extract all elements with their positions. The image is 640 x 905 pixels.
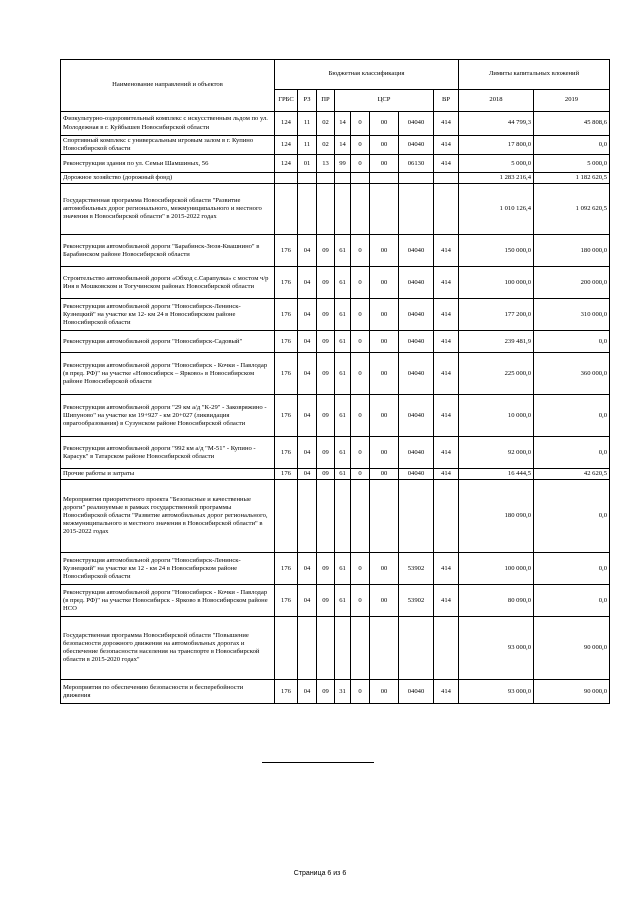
cell-pr: 02 (317, 112, 335, 136)
cell-vr: 414 (434, 437, 459, 469)
cell-vr: 414 (434, 112, 459, 136)
cell-csr-1: 99 (335, 155, 351, 173)
cell-csr-2: 0 (351, 299, 370, 331)
cell-csr-4 (399, 617, 434, 680)
cell-2019: 42 620,5 (534, 469, 610, 480)
cell-csr-3 (370, 480, 399, 553)
cell-csr-4: 04040 (399, 235, 434, 267)
cell-csr-3 (370, 184, 399, 235)
cell-csr-1 (335, 480, 351, 553)
cell-2018: 180 090,0 (459, 480, 534, 553)
cell-rz: 11 (298, 112, 317, 136)
cell-2018: 10 000,0 (459, 395, 534, 437)
cell-2019: 1 182 620,5 (534, 173, 610, 184)
cell-grbs (275, 617, 298, 680)
cell-csr-3: 00 (370, 553, 399, 585)
cell-grbs: 176 (275, 437, 298, 469)
cell-pr (317, 480, 335, 553)
cell-2019: 200 000,0 (534, 267, 610, 299)
cell-csr-4: 04040 (399, 469, 434, 480)
cell-pr: 09 (317, 353, 335, 395)
cell-2018: 80 090,0 (459, 585, 534, 617)
cell-csr-1 (335, 617, 351, 680)
cell-csr-3: 00 (370, 267, 399, 299)
cell-csr-2: 0 (351, 136, 370, 155)
table-row (61, 331, 610, 353)
cell-name: Реконструкция автомобильной дороги "29 км а/д "К-29" - Заковряжино - Шипуново" на участке км 19+927 - км 20+027 (ликвидация оврагообразования) в Сузунском районе Новосибирской области (61, 395, 275, 437)
cell-2018: 92 000,0 (459, 437, 534, 469)
cell-2018: 1 010 126,4 (459, 184, 534, 235)
cell-csr-4 (399, 184, 434, 235)
cell-name: Реконструкция автомобильной дороги "Барабинск-Зюзя-Квашнино" в Барабинском районе Новосибирской области (61, 235, 275, 267)
cell-pr: 02 (317, 136, 335, 155)
cell-grbs (275, 480, 298, 553)
cell-grbs: 176 (275, 235, 298, 267)
cell-2019: 0,0 (534, 480, 610, 553)
header-grbs: ГРБС (275, 90, 298, 112)
cell-pr: 09 (317, 553, 335, 585)
cell-2018: 100 000,0 (459, 267, 534, 299)
cell-rz: 04 (298, 437, 317, 469)
cell-2018: 5 000,0 (459, 155, 534, 173)
cell-2018: 17 800,0 (459, 136, 534, 155)
cell-name: Мероприятия приоритетного проекта "Безопасные и качественные дороги" реализуемые в рамках государственной программы Новосибирской области "Развитие автомобильных дорог регионального, межмуниципального и местного значения в Новосибирской области" в 2015-2022 годах (61, 480, 275, 553)
cell-csr-4: 53902 (399, 553, 434, 585)
cell-vr (434, 480, 459, 553)
cell-vr: 414 (434, 353, 459, 395)
table-row (61, 173, 610, 184)
cell-grbs: 124 (275, 136, 298, 155)
cell-csr-4: 04040 (399, 395, 434, 437)
cell-name: Реконструкция автомобильной дороги "Новосибирск - Кочки - Павлодар (в пред. РФ)" на участке Новосибирск - Ярково в Новосибирском районе НСО (61, 585, 275, 617)
cell-2019: 90 000,0 (534, 680, 610, 704)
cell-pr: 13 (317, 155, 335, 173)
cell-grbs (275, 173, 298, 184)
cell-vr: 414 (434, 155, 459, 173)
cell-pr (317, 184, 335, 235)
cell-2019: 0,0 (534, 395, 610, 437)
cell-rz (298, 173, 317, 184)
cell-vr (434, 173, 459, 184)
cell-csr-1: 14 (335, 112, 351, 136)
page-footer: Страница 6 из 6 (293, 870, 347, 877)
cell-csr-4: 04040 (399, 353, 434, 395)
cell-csr-1: 61 (335, 469, 351, 480)
cell-2018: 16 444,5 (459, 469, 534, 480)
cell-vr: 414 (434, 553, 459, 585)
cell-name: Реконструкция здания по ул. Семьи Шамшиных, 56 (61, 155, 275, 173)
cell-vr: 414 (434, 585, 459, 617)
cell-name: Государственная программа Новосибирской области "Повышение безопасности дорожного движения на автомобильных дорогах и обеспечение безопасности населения на транспорте в Новосибирской области в 2015-2020 годах" (61, 617, 275, 680)
cell-grbs: 176 (275, 585, 298, 617)
header-pr: ПР (317, 90, 335, 112)
cell-2018: 177 200,0 (459, 299, 534, 331)
cell-csr-2: 0 (351, 235, 370, 267)
cell-csr-2: 0 (351, 553, 370, 585)
cell-name: Мероприятия по обеспечению безопасности и бесперебойности движения (61, 680, 275, 704)
cell-grbs: 176 (275, 331, 298, 353)
cell-csr-2: 0 (351, 680, 370, 704)
cell-2019: 5 000,0 (534, 155, 610, 173)
cell-csr-1 (335, 184, 351, 235)
cell-rz: 01 (298, 155, 317, 173)
cell-csr-4 (399, 480, 434, 553)
cell-2019: 0,0 (534, 136, 610, 155)
table-row (61, 437, 610, 469)
cell-2019: 360 000,0 (534, 353, 610, 395)
cell-vr: 414 (434, 267, 459, 299)
cell-pr: 09 (317, 299, 335, 331)
cell-grbs: 176 (275, 267, 298, 299)
cell-pr: 09 (317, 267, 335, 299)
cell-csr-4: 04040 (399, 299, 434, 331)
table-row (61, 469, 610, 480)
cell-vr: 414 (434, 395, 459, 437)
cell-name: Реконструкция автомобильной дороги "Новосибирск - Кочки - Павлодар (в пред. РФ)" на участке «Новосибирск – Ярково» в Новосибирском районе Новосибирской области (61, 353, 275, 395)
cell-rz (298, 617, 317, 680)
cell-csr-3: 00 (370, 469, 399, 480)
cell-2019: 90 000,0 (534, 617, 610, 680)
cell-csr-3 (370, 617, 399, 680)
table-row (61, 136, 610, 155)
cell-2019: 180 000,0 (534, 235, 610, 267)
cell-grbs: 176 (275, 469, 298, 480)
cell-csr-3: 00 (370, 112, 399, 136)
cell-grbs: 124 (275, 112, 298, 136)
cell-csr-2: 0 (351, 437, 370, 469)
cell-rz: 04 (298, 353, 317, 395)
cell-csr-1 (335, 173, 351, 184)
cell-grbs: 176 (275, 353, 298, 395)
header-name: Наименование направлений и объектов (61, 60, 275, 112)
header-rz: РЗ (298, 90, 317, 112)
cell-csr-2 (351, 480, 370, 553)
header-vr: ВР (434, 90, 459, 112)
table-row (61, 353, 610, 395)
cell-rz (298, 184, 317, 235)
cell-2018: 100 000,0 (459, 553, 534, 585)
cell-vr: 414 (434, 136, 459, 155)
cell-csr-3: 00 (370, 437, 399, 469)
table-row (61, 395, 610, 437)
cell-vr: 414 (434, 469, 459, 480)
cell-csr-4: 04040 (399, 331, 434, 353)
cell-vr (434, 617, 459, 680)
cell-rz: 04 (298, 395, 317, 437)
cell-rz (298, 480, 317, 553)
cell-name: Реконструкция автомобильной дороги "Новосибирск-Ленинск-Кузнецкий" на участке км 12 - км 24 в Новосибирском районе Новосибирской области (61, 553, 275, 585)
cell-csr-4: 06130 (399, 155, 434, 173)
header-2019: 2019 (534, 90, 610, 112)
cell-2019: 0,0 (534, 553, 610, 585)
cell-pr: 09 (317, 585, 335, 617)
cell-csr-1: 61 (335, 353, 351, 395)
cell-2019: 1 092 620,5 (534, 184, 610, 235)
cell-rz: 04 (298, 585, 317, 617)
cell-csr-2: 0 (351, 395, 370, 437)
cell-2018: 150 000,0 (459, 235, 534, 267)
cell-csr-2 (351, 184, 370, 235)
cell-2019: 310 000,0 (534, 299, 610, 331)
cell-grbs: 176 (275, 553, 298, 585)
cell-csr-3: 00 (370, 235, 399, 267)
table-row (61, 267, 610, 299)
cell-csr-2: 0 (351, 267, 370, 299)
cell-pr: 09 (317, 680, 335, 704)
cell-pr: 09 (317, 331, 335, 353)
header-2018: 2018 (459, 90, 534, 112)
cell-vr: 414 (434, 331, 459, 353)
cell-grbs: 124 (275, 155, 298, 173)
table-row (61, 617, 610, 680)
table-row (61, 480, 610, 553)
cell-rz: 04 (298, 267, 317, 299)
cell-csr-4: 04040 (399, 136, 434, 155)
header-csr: ЦСР (335, 90, 434, 112)
cell-grbs (275, 184, 298, 235)
cell-pr: 09 (317, 469, 335, 480)
cell-csr-2: 0 (351, 331, 370, 353)
cell-name: Государственная программа Новосибирской области "Развитие автомобильных дорог регионального, межмуниципального и местного значения в Новосибирской области" в 2015-2022 годах (61, 184, 275, 235)
cell-csr-2 (351, 617, 370, 680)
cell-name: Реконструкция автомобильной дороги "Новосибирск-Ленинск-Кузнецкий" на участке км 12- км 24 в Новосибирском районе Новосибирской области (61, 299, 275, 331)
cell-csr-4: 04040 (399, 437, 434, 469)
cell-csr-1: 61 (335, 395, 351, 437)
table-row (61, 184, 610, 235)
cell-csr-1: 61 (335, 437, 351, 469)
cell-csr-1: 61 (335, 267, 351, 299)
cell-csr-2: 0 (351, 155, 370, 173)
cell-2018: 239 481,9 (459, 331, 534, 353)
cell-name: Строительство автомобильной дороги «Обход с.Сарапулка» с мостом ч/р Иня в Мошковском и Тогучинском районах Новосибирской области (61, 267, 275, 299)
table-row (61, 680, 610, 704)
table-row (61, 585, 610, 617)
cell-grbs: 176 (275, 299, 298, 331)
cell-2019: 0,0 (534, 331, 610, 353)
cell-grbs: 176 (275, 395, 298, 437)
cell-vr: 414 (434, 680, 459, 704)
table-row (61, 112, 610, 136)
cell-csr-4: 04040 (399, 267, 434, 299)
cell-csr-3: 00 (370, 680, 399, 704)
table-row (61, 299, 610, 331)
cell-2018: 44 799,3 (459, 112, 534, 136)
cell-csr-3: 00 (370, 155, 399, 173)
cell-csr-2: 0 (351, 469, 370, 480)
cell-csr-3 (370, 173, 399, 184)
table-row (61, 235, 610, 267)
cell-csr-2: 0 (351, 585, 370, 617)
cell-pr (317, 617, 335, 680)
cell-rz: 04 (298, 299, 317, 331)
cell-name: Реконструкция автомобильной дороги "992 км а/д "М-51" - Купино - Карасук" в Татарском районе Новосибирской области (61, 437, 275, 469)
cell-csr-3: 00 (370, 395, 399, 437)
cell-csr-1: 31 (335, 680, 351, 704)
cell-csr-1: 61 (335, 585, 351, 617)
cell-2018: 93 000,0 (459, 680, 534, 704)
cell-csr-2 (351, 173, 370, 184)
cell-pr (317, 173, 335, 184)
cell-csr-1: 61 (335, 235, 351, 267)
cell-csr-3: 00 (370, 136, 399, 155)
cell-vr (434, 184, 459, 235)
cell-csr-3: 00 (370, 585, 399, 617)
cell-csr-1: 61 (335, 553, 351, 585)
cell-vr: 414 (434, 299, 459, 331)
cell-2018: 93 000,0 (459, 617, 534, 680)
cell-vr: 414 (434, 235, 459, 267)
cell-rz: 04 (298, 680, 317, 704)
cell-2019: 0,0 (534, 437, 610, 469)
cell-name: Дорожное хозяйство (дорожный фонд) (61, 173, 275, 184)
cell-name: Реконструкция автомобильной дороги "Новосибирск-Садовый" (61, 331, 275, 353)
cell-grbs: 176 (275, 680, 298, 704)
cell-csr-3: 00 (370, 299, 399, 331)
cell-name: Спортивный комплекс с универсальным игровым залом в г. Купино Новосибирской области (61, 136, 275, 155)
cell-name: Прочие работы и затраты (61, 469, 275, 480)
cell-csr-1: 61 (335, 331, 351, 353)
cell-csr-3: 00 (370, 353, 399, 395)
cell-name: Физкультурно-оздоровительный комплекс с искусственным льдом по ул. Молодежная в г. Куйбышев Новосибирской области (61, 112, 275, 136)
cell-rz: 04 (298, 553, 317, 585)
cell-csr-4 (399, 173, 434, 184)
table-row (61, 553, 610, 585)
header-budget-classification: Бюджетная классификация (275, 60, 459, 90)
cell-rz: 04 (298, 235, 317, 267)
cell-csr-1: 61 (335, 299, 351, 331)
cell-csr-3: 00 (370, 331, 399, 353)
cell-rz: 04 (298, 469, 317, 480)
cell-rz: 11 (298, 136, 317, 155)
separator-line (262, 762, 374, 763)
cell-2018: 1 283 216,4 (459, 173, 534, 184)
cell-csr-2: 0 (351, 353, 370, 395)
cell-2019: 45 808,6 (534, 112, 610, 136)
cell-pr: 09 (317, 437, 335, 469)
table-row (61, 155, 610, 173)
cell-pr: 09 (317, 235, 335, 267)
cell-csr-4: 04040 (399, 680, 434, 704)
cell-csr-4: 04040 (399, 112, 434, 136)
cell-csr-4: 53902 (399, 585, 434, 617)
cell-csr-1: 14 (335, 136, 351, 155)
header-capital-limits: Лимиты капитальных вложений (459, 60, 610, 90)
cell-rz: 04 (298, 331, 317, 353)
cell-pr: 09 (317, 395, 335, 437)
cell-2018: 225 000,0 (459, 353, 534, 395)
budget-table (60, 59, 610, 704)
cell-csr-2: 0 (351, 112, 370, 136)
cell-2019: 0,0 (534, 585, 610, 617)
